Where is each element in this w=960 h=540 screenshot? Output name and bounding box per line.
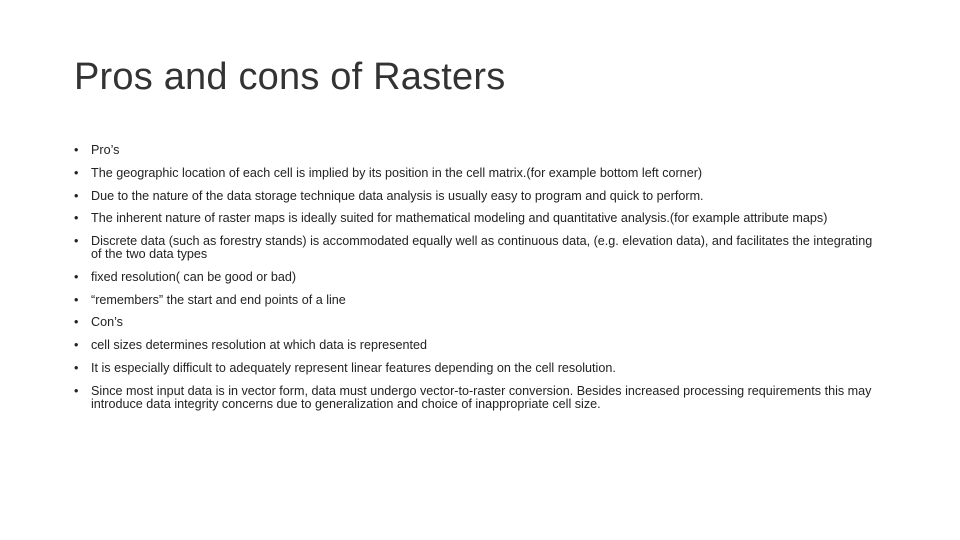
bullet-dot-icon: • <box>74 165 79 180</box>
bullet-item <box>74 144 886 157</box>
bullet-dot-icon: • <box>74 234 79 249</box>
bullet-text: Discrete data (such as forestry stands) is accommodated equally well as continuous data, (e.g. elevation data), and facilitates the integrating of the two data types <box>91 234 873 261</box>
bullet-text: Pro’s <box>91 143 120 157</box>
slide-title: Pros and cons of Rasters <box>74 56 506 98</box>
bullet-item <box>74 294 886 307</box>
bullet-text: Con’s <box>91 315 123 330</box>
bullet-dot-icon: • <box>74 360 79 375</box>
bullet-dot-icon: • <box>74 315 79 330</box>
bullet-item <box>74 235 886 261</box>
bullet-dot-icon: • <box>74 188 79 203</box>
bullet-item <box>74 167 886 180</box>
bullet-text: Since most input data is in vector form, data must undergo vector-to-raster conversion. Besides increased processing requirements this may introduce data integrity concerns due to generalization and choice of inappropriate cell size. <box>91 383 872 411</box>
bullet-item <box>74 190 886 203</box>
bullet-text: The geographic location of each cell is implied by its position in the cell matrix.(for example bottom left corner) <box>91 165 703 180</box>
bullet-text: fixed resolution( can be good or bad) <box>91 269 297 284</box>
bullet-item <box>74 339 886 352</box>
bullet-text: cell sizes determines resolution at which data is represented <box>91 338 428 353</box>
bullet-dot-icon: • <box>74 269 79 284</box>
bullet-item <box>74 362 886 375</box>
bullet-text: It is especially difficult to adequately represent linear features depending on the cell resolution. <box>91 360 616 375</box>
bullet-text: Due to the nature of the data storage technique data analysis is usually easy to program and quick to perform. <box>91 188 704 203</box>
bullet-item <box>74 271 886 284</box>
bullet-list <box>74 144 886 420</box>
bullet-item <box>74 212 886 225</box>
bullet-dot-icon: • <box>74 211 79 226</box>
bullet-dot-icon: • <box>74 383 79 398</box>
bullet-text: The inherent nature of raster maps is ideally suited for mathematical modeling and quantitative analysis.(for example attribute maps) <box>91 211 828 226</box>
bullet-dot-icon: • <box>74 338 79 353</box>
bullet-dot-icon: • <box>74 143 79 157</box>
bullet-item <box>74 316 886 329</box>
bullet-text: “remembers” the start and end points of a line <box>91 292 346 307</box>
bullet-item <box>74 385 886 411</box>
bullet-dot-icon: • <box>74 292 79 307</box>
